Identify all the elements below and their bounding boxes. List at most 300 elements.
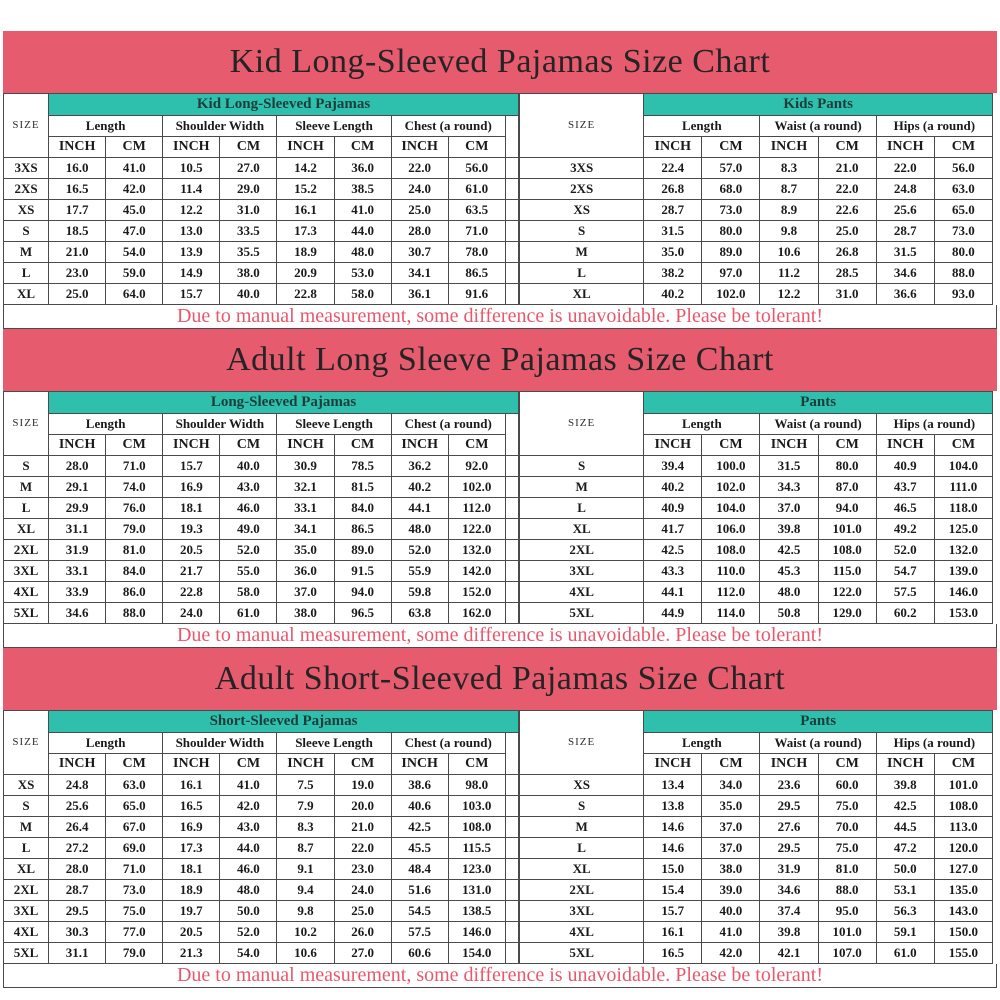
cm-unit-header: CM <box>220 435 277 456</box>
measurement-cell: 86.5 <box>334 519 391 540</box>
measurement-cell: 95.0 <box>818 901 876 922</box>
measurement-cell: 7.5 <box>277 775 334 796</box>
measurement-cell: 60.6 <box>391 943 448 964</box>
measurement-cell: 101.0 <box>818 519 876 540</box>
cm-unit-header: CM <box>818 137 876 158</box>
measurement-cell: 17.3 <box>163 838 220 859</box>
measurement-cell: 104.0 <box>934 456 992 477</box>
measurement-cell: 36.0 <box>277 561 334 582</box>
measurement-cell: 44.9 <box>644 603 702 624</box>
size-row-l <box>4 498 519 519</box>
measurement-cell: 23.6 <box>760 775 818 796</box>
table-title-row <box>520 94 993 116</box>
measurement-cell: 38.0 <box>277 603 334 624</box>
measurement-cell: 22.8 <box>277 284 334 305</box>
size-cell: 3XL <box>4 561 49 582</box>
size-row-s <box>4 456 519 477</box>
inch-unit-header: INCH <box>876 435 934 456</box>
measurement-cell: 33.1 <box>277 498 334 519</box>
measurement-cell: 91.6 <box>448 284 505 305</box>
measurement-cell: 17.7 <box>49 200 106 221</box>
measurement-cell: 28.0 <box>49 859 106 880</box>
measurement-cell: 25.6 <box>49 796 106 817</box>
inch-unit-header: INCH <box>644 137 702 158</box>
size-row-xl <box>520 284 993 305</box>
measurement-cell: 15.7 <box>644 901 702 922</box>
garment-table-title: Short-Sleeved Pajamas <box>49 711 519 733</box>
measurement-cell: 8.3 <box>760 158 818 179</box>
size-cell: XS <box>4 775 49 796</box>
size-cell: 2XL <box>520 880 644 901</box>
measurement-cell: 21.0 <box>49 242 106 263</box>
measurement-cell: 26.8 <box>818 242 876 263</box>
measurement-cell: 44.5 <box>876 817 934 838</box>
pajamas-size-table <box>3 391 519 624</box>
spacer-cell <box>505 796 518 817</box>
measurement-cell: 112.0 <box>702 582 760 603</box>
size-column-label: SIZE <box>4 392 49 456</box>
inch-unit-header: INCH <box>49 754 106 775</box>
measurement-cell: 22.0 <box>818 179 876 200</box>
garment-table-title: Kids Pants <box>644 94 993 116</box>
measurement-cell: 118.0 <box>934 498 992 519</box>
section-banner <box>3 329 997 391</box>
spacer-cell <box>505 922 518 943</box>
size-cell: XS <box>4 200 49 221</box>
size-cell: L <box>520 498 644 519</box>
measurement-cell: 75.0 <box>818 838 876 859</box>
size-row-2xl <box>520 880 993 901</box>
measure-group-header: Length <box>49 414 163 435</box>
size-cell: L <box>520 263 644 284</box>
size-cell: XL <box>4 859 49 880</box>
measurement-cell: 37.0 <box>760 498 818 519</box>
measurement-cell: 84.0 <box>334 498 391 519</box>
size-cell: L <box>4 498 49 519</box>
measurement-cell: 12.2 <box>163 200 220 221</box>
size-row-2xl <box>4 880 519 901</box>
measurement-cell: 73.0 <box>106 880 163 901</box>
measurement-cell: 87.0 <box>818 477 876 498</box>
measurement-cell: 69.0 <box>106 838 163 859</box>
measurement-cell: 28.7 <box>644 200 702 221</box>
size-cell: 4XL <box>520 922 644 943</box>
measurement-cell: 73.0 <box>934 221 992 242</box>
measurement-cell: 40.0 <box>702 901 760 922</box>
spacer-cell <box>505 561 518 582</box>
size-row-xl <box>4 519 519 540</box>
measurement-cell: 15.4 <box>644 880 702 901</box>
measurement-cell: 44.0 <box>220 838 277 859</box>
measurement-cell: 150.0 <box>934 922 992 943</box>
size-row-4xl <box>4 922 519 943</box>
cm-unit-header: CM <box>334 137 391 158</box>
size-cell: S <box>4 796 49 817</box>
measure-group-header: Length <box>644 414 760 435</box>
measurement-cell: 108.0 <box>818 540 876 561</box>
measurement-cell: 43.7 <box>876 477 934 498</box>
measurement-cell: 53.0 <box>334 263 391 284</box>
measurement-cell: 56.3 <box>876 901 934 922</box>
measurement-cell: 10.2 <box>277 922 334 943</box>
measurement-cell: 154.0 <box>448 943 505 964</box>
measurement-cell: 48.0 <box>391 519 448 540</box>
measurement-cell: 38.2 <box>644 263 702 284</box>
measurement-cell: 8.9 <box>760 200 818 221</box>
measurement-cell: 36.2 <box>391 456 448 477</box>
size-cell: 2XL <box>4 540 49 561</box>
measurement-cell: 21.3 <box>163 943 220 964</box>
cm-unit-header: CM <box>702 754 760 775</box>
measurement-cell: 19.3 <box>163 519 220 540</box>
section-title: Adult Short-Sleeved Pajamas Size Chart <box>214 660 786 697</box>
measurement-cell: 41.0 <box>334 200 391 221</box>
measurement-cell: 52.0 <box>220 922 277 943</box>
spacer-cell <box>505 116 518 158</box>
measurement-cell: 61.0 <box>448 179 505 200</box>
measurement-cell: 102.0 <box>702 477 760 498</box>
size-row-3xs <box>520 158 993 179</box>
measurement-cell: 54.5 <box>391 901 448 922</box>
measurement-cell: 152.0 <box>448 582 505 603</box>
size-row-s <box>4 221 519 242</box>
measurement-cell: 48.0 <box>220 880 277 901</box>
spacer-cell <box>505 775 518 796</box>
garment-table-title: Pants <box>644 392 993 414</box>
measurement-cell: 41.0 <box>220 775 277 796</box>
measurement-cell: 132.0 <box>448 540 505 561</box>
measurement-cell: 79.0 <box>106 943 163 964</box>
measurement-cell: 24.8 <box>876 179 934 200</box>
measurement-cell: 24.8 <box>49 775 106 796</box>
cm-unit-header: CM <box>220 754 277 775</box>
inch-unit-header: INCH <box>760 137 818 158</box>
measurement-cell: 34.6 <box>760 880 818 901</box>
measure-group-header: Waist (a round) <box>760 116 876 137</box>
measurement-cell: 131.0 <box>448 880 505 901</box>
measurement-cell: 113.0 <box>934 817 992 838</box>
measurement-cell: 122.0 <box>448 519 505 540</box>
measurement-cell: 39.8 <box>760 922 818 943</box>
measurement-cell: 80.0 <box>702 221 760 242</box>
size-column-label: SIZE <box>520 711 644 775</box>
measurement-cell: 45.0 <box>106 200 163 221</box>
measure-group-header: Hips (a round) <box>876 116 992 137</box>
spacer-cell <box>505 456 518 477</box>
measurement-cell: 19.0 <box>334 775 391 796</box>
measurement-cell: 53.1 <box>876 880 934 901</box>
measurement-cell: 70.0 <box>818 817 876 838</box>
measurement-cell: 16.9 <box>163 817 220 838</box>
measurement-cell: 56.0 <box>448 158 505 179</box>
measurement-cell: 40.6 <box>391 796 448 817</box>
measurement-cell: 18.5 <box>49 221 106 242</box>
measure-group-header: Shoulder Width <box>163 733 277 754</box>
size-row-xl <box>520 519 993 540</box>
section-banner <box>3 648 997 710</box>
measurement-cell: 34.1 <box>277 519 334 540</box>
measurement-cell: 36.1 <box>391 284 448 305</box>
table-title-row <box>4 711 519 733</box>
measurement-cell: 115.5 <box>448 838 505 859</box>
measurement-cell: 28.7 <box>876 221 934 242</box>
measurement-cell: 10.6 <box>760 242 818 263</box>
measure-group-header: Sleeve Length <box>277 116 391 137</box>
measurement-cell: 15.7 <box>163 284 220 305</box>
measurement-cell: 34.1 <box>391 263 448 284</box>
cm-unit-header: CM <box>818 754 876 775</box>
size-cell: M <box>4 477 49 498</box>
measurement-cell: 24.0 <box>334 880 391 901</box>
measurement-cell: 25.0 <box>818 221 876 242</box>
measurement-cell: 42.5 <box>391 817 448 838</box>
measurement-cell: 40.9 <box>644 498 702 519</box>
measurement-cell: 27.0 <box>220 158 277 179</box>
inch-unit-header: INCH <box>163 435 220 456</box>
cm-unit-header: CM <box>334 435 391 456</box>
measurement-cell: 33.5 <box>220 221 277 242</box>
inch-unit-header: INCH <box>49 137 106 158</box>
measurement-cell: 9.1 <box>277 859 334 880</box>
measurement-cell: 40.2 <box>644 284 702 305</box>
size-row-s <box>520 456 993 477</box>
measurement-cell: 18.1 <box>163 859 220 880</box>
measurement-cell: 54.7 <box>876 561 934 582</box>
measurement-cell: 46.0 <box>220 498 277 519</box>
size-cell: 3XS <box>520 158 644 179</box>
inch-unit-header: INCH <box>391 137 448 158</box>
measurement-cell: 81.5 <box>334 477 391 498</box>
size-cell: S <box>520 796 644 817</box>
measurement-cell: 13.9 <box>163 242 220 263</box>
cm-unit-header: CM <box>106 754 163 775</box>
measurement-cell: 89.0 <box>702 242 760 263</box>
measurement-cell: 18.9 <box>277 242 334 263</box>
measurement-cell: 88.0 <box>934 263 992 284</box>
spacer-cell <box>505 943 518 964</box>
measurement-cell: 40.0 <box>220 456 277 477</box>
measurement-cell: 97.0 <box>702 263 760 284</box>
inch-unit-header: INCH <box>277 137 334 158</box>
section-adult-long-sleeve <box>3 329 997 648</box>
disclaimer-text: Due to manual measurement, some difference is unavoidable. Please be tolerant! <box>3 305 997 329</box>
measurement-cell: 42.0 <box>702 943 760 964</box>
size-row-l <box>520 838 993 859</box>
section-banner <box>3 31 997 93</box>
size-row-xs <box>520 200 993 221</box>
spacer-cell <box>505 414 518 456</box>
measurement-cell: 21.7 <box>163 561 220 582</box>
size-row-xl <box>520 859 993 880</box>
measurement-cell: 71.0 <box>106 456 163 477</box>
measurement-cell: 42.5 <box>760 540 818 561</box>
measurement-cell: 31.5 <box>644 221 702 242</box>
measurement-cell: 110.0 <box>702 561 760 582</box>
spacer-cell <box>505 242 518 263</box>
measurement-cell: 42.1 <box>760 943 818 964</box>
size-row-4xl <box>4 582 519 603</box>
measurement-cell: 34.3 <box>760 477 818 498</box>
size-row-l <box>4 263 519 284</box>
spacer-cell <box>505 540 518 561</box>
measurement-cell: 33.9 <box>49 582 106 603</box>
size-cell: M <box>4 242 49 263</box>
measurement-cell: 14.2 <box>277 158 334 179</box>
measurement-cell: 15.0 <box>644 859 702 880</box>
inch-unit-header: INCH <box>876 137 934 158</box>
measurement-cell: 22.4 <box>644 158 702 179</box>
measurement-cell: 120.0 <box>934 838 992 859</box>
size-cell: XL <box>520 859 644 880</box>
measurement-cell: 44.1 <box>644 582 702 603</box>
inch-unit-header: INCH <box>277 754 334 775</box>
measurement-cell: 21.0 <box>334 817 391 838</box>
measurement-cell: 88.0 <box>106 603 163 624</box>
measurement-cell: 35.0 <box>277 540 334 561</box>
measurement-cell: 132.0 <box>934 540 992 561</box>
measurement-cell: 47.2 <box>876 838 934 859</box>
spacer-cell <box>505 733 518 775</box>
measurement-cell: 46.5 <box>876 498 934 519</box>
cm-unit-header: CM <box>934 137 992 158</box>
measurement-cell: 60.2 <box>876 603 934 624</box>
measurement-cell: 35.0 <box>644 242 702 263</box>
measurement-cell: 92.0 <box>448 456 505 477</box>
measurement-cell: 34.6 <box>876 263 934 284</box>
size-row-xs <box>4 200 519 221</box>
cm-unit-header: CM <box>934 435 992 456</box>
measurement-cell: 40.9 <box>876 456 934 477</box>
measurement-cell: 81.0 <box>106 540 163 561</box>
size-row-l <box>520 498 993 519</box>
measurement-cell: 63.0 <box>934 179 992 200</box>
measure-group-header: Shoulder Width <box>163 116 277 137</box>
measure-group-header: Length <box>644 116 760 137</box>
spacer-cell <box>505 880 518 901</box>
inch-unit-header: INCH <box>163 137 220 158</box>
measurement-cell: 40.2 <box>644 477 702 498</box>
measurement-cell: 44.0 <box>334 221 391 242</box>
measurement-cell: 52.0 <box>876 540 934 561</box>
size-cell: 2XL <box>520 540 644 561</box>
cm-unit-header: CM <box>220 137 277 158</box>
measurement-cell: 31.0 <box>220 200 277 221</box>
measurement-cell: 37.4 <box>760 901 818 922</box>
measurement-cell: 125.0 <box>934 519 992 540</box>
size-row-xl <box>4 284 519 305</box>
size-row-m <box>520 817 993 838</box>
measurement-cell: 142.0 <box>448 561 505 582</box>
measurement-cell: 43.0 <box>220 477 277 498</box>
measurement-cell: 65.0 <box>934 200 992 221</box>
measurement-cell: 138.5 <box>448 901 505 922</box>
measurement-cell: 24.0 <box>163 603 220 624</box>
measurement-cell: 39.8 <box>876 775 934 796</box>
measurement-cell: 40.0 <box>220 284 277 305</box>
measure-group-header: Sleeve Length <box>277 414 391 435</box>
measurement-cell: 27.6 <box>760 817 818 838</box>
size-row-3xs <box>4 158 519 179</box>
measurement-cell: 108.0 <box>934 796 992 817</box>
spacer-cell <box>505 901 518 922</box>
measurement-cell: 139.0 <box>934 561 992 582</box>
spacer-cell <box>505 582 518 603</box>
pants-size-table <box>519 710 993 964</box>
size-cell: XL <box>520 284 644 305</box>
measurement-cell: 42.5 <box>876 796 934 817</box>
measurement-cell: 16.5 <box>49 179 106 200</box>
inch-unit-header: INCH <box>644 754 702 775</box>
measurement-cell: 100.0 <box>702 456 760 477</box>
cm-unit-header: CM <box>818 435 876 456</box>
measurement-cell: 27.2 <box>49 838 106 859</box>
size-row-m <box>4 242 519 263</box>
measurement-cell: 108.0 <box>702 540 760 561</box>
size-cell: 3XS <box>4 158 49 179</box>
size-cell: M <box>4 817 49 838</box>
measurement-cell: 71.0 <box>106 859 163 880</box>
measurement-cell: 162.0 <box>448 603 505 624</box>
measurement-cell: 25.0 <box>49 284 106 305</box>
measurement-cell: 49.2 <box>876 519 934 540</box>
measurement-cell: 37.0 <box>702 838 760 859</box>
measure-group-header: Chest (a round) <box>391 414 505 435</box>
spacer-cell <box>505 519 518 540</box>
measurement-cell: 30.7 <box>391 242 448 263</box>
spacer-cell <box>505 838 518 859</box>
measurement-cell: 42.0 <box>106 179 163 200</box>
measurement-cell: 75.0 <box>818 796 876 817</box>
measure-group-row <box>4 116 519 137</box>
measurement-cell: 64.0 <box>106 284 163 305</box>
measurement-cell: 22.0 <box>391 158 448 179</box>
size-cell: 5XL <box>520 943 644 964</box>
size-row-3xl <box>520 561 993 582</box>
size-cell: M <box>520 817 644 838</box>
section-adult-short-sleeved <box>3 648 997 988</box>
measurement-cell: 89.0 <box>334 540 391 561</box>
measurement-cell: 57.0 <box>702 158 760 179</box>
size-cell: XS <box>520 200 644 221</box>
measurement-cell: 8.7 <box>760 179 818 200</box>
measurement-cell: 155.0 <box>934 943 992 964</box>
section-kid-long-sleeved <box>3 31 997 329</box>
measurement-cell: 20.0 <box>334 796 391 817</box>
measurement-cell: 71.0 <box>448 221 505 242</box>
size-row-2xs <box>4 179 519 200</box>
measure-group-header: Chest (a round) <box>391 733 505 754</box>
size-row-2xl <box>520 540 993 561</box>
size-row-5xl <box>520 603 993 624</box>
size-cell: S <box>4 221 49 242</box>
measurement-cell: 56.0 <box>934 158 992 179</box>
measure-group-header: Length <box>644 733 760 754</box>
measurement-cell: 17.3 <box>277 221 334 242</box>
measurement-cell: 8.7 <box>277 838 334 859</box>
size-cell: 5XL <box>4 943 49 964</box>
measurement-cell: 50.0 <box>876 859 934 880</box>
measurement-cell: 106.0 <box>702 519 760 540</box>
measurement-cell: 59.1 <box>876 922 934 943</box>
table-title-row <box>520 711 993 733</box>
measurement-cell: 54.0 <box>106 242 163 263</box>
size-cell: XL <box>4 519 49 540</box>
measurement-cell: 153.0 <box>934 603 992 624</box>
measurement-cell: 38.5 <box>334 179 391 200</box>
measurement-cell: 77.0 <box>106 922 163 943</box>
measurement-cell: 31.9 <box>760 859 818 880</box>
measurement-cell: 29.5 <box>760 796 818 817</box>
